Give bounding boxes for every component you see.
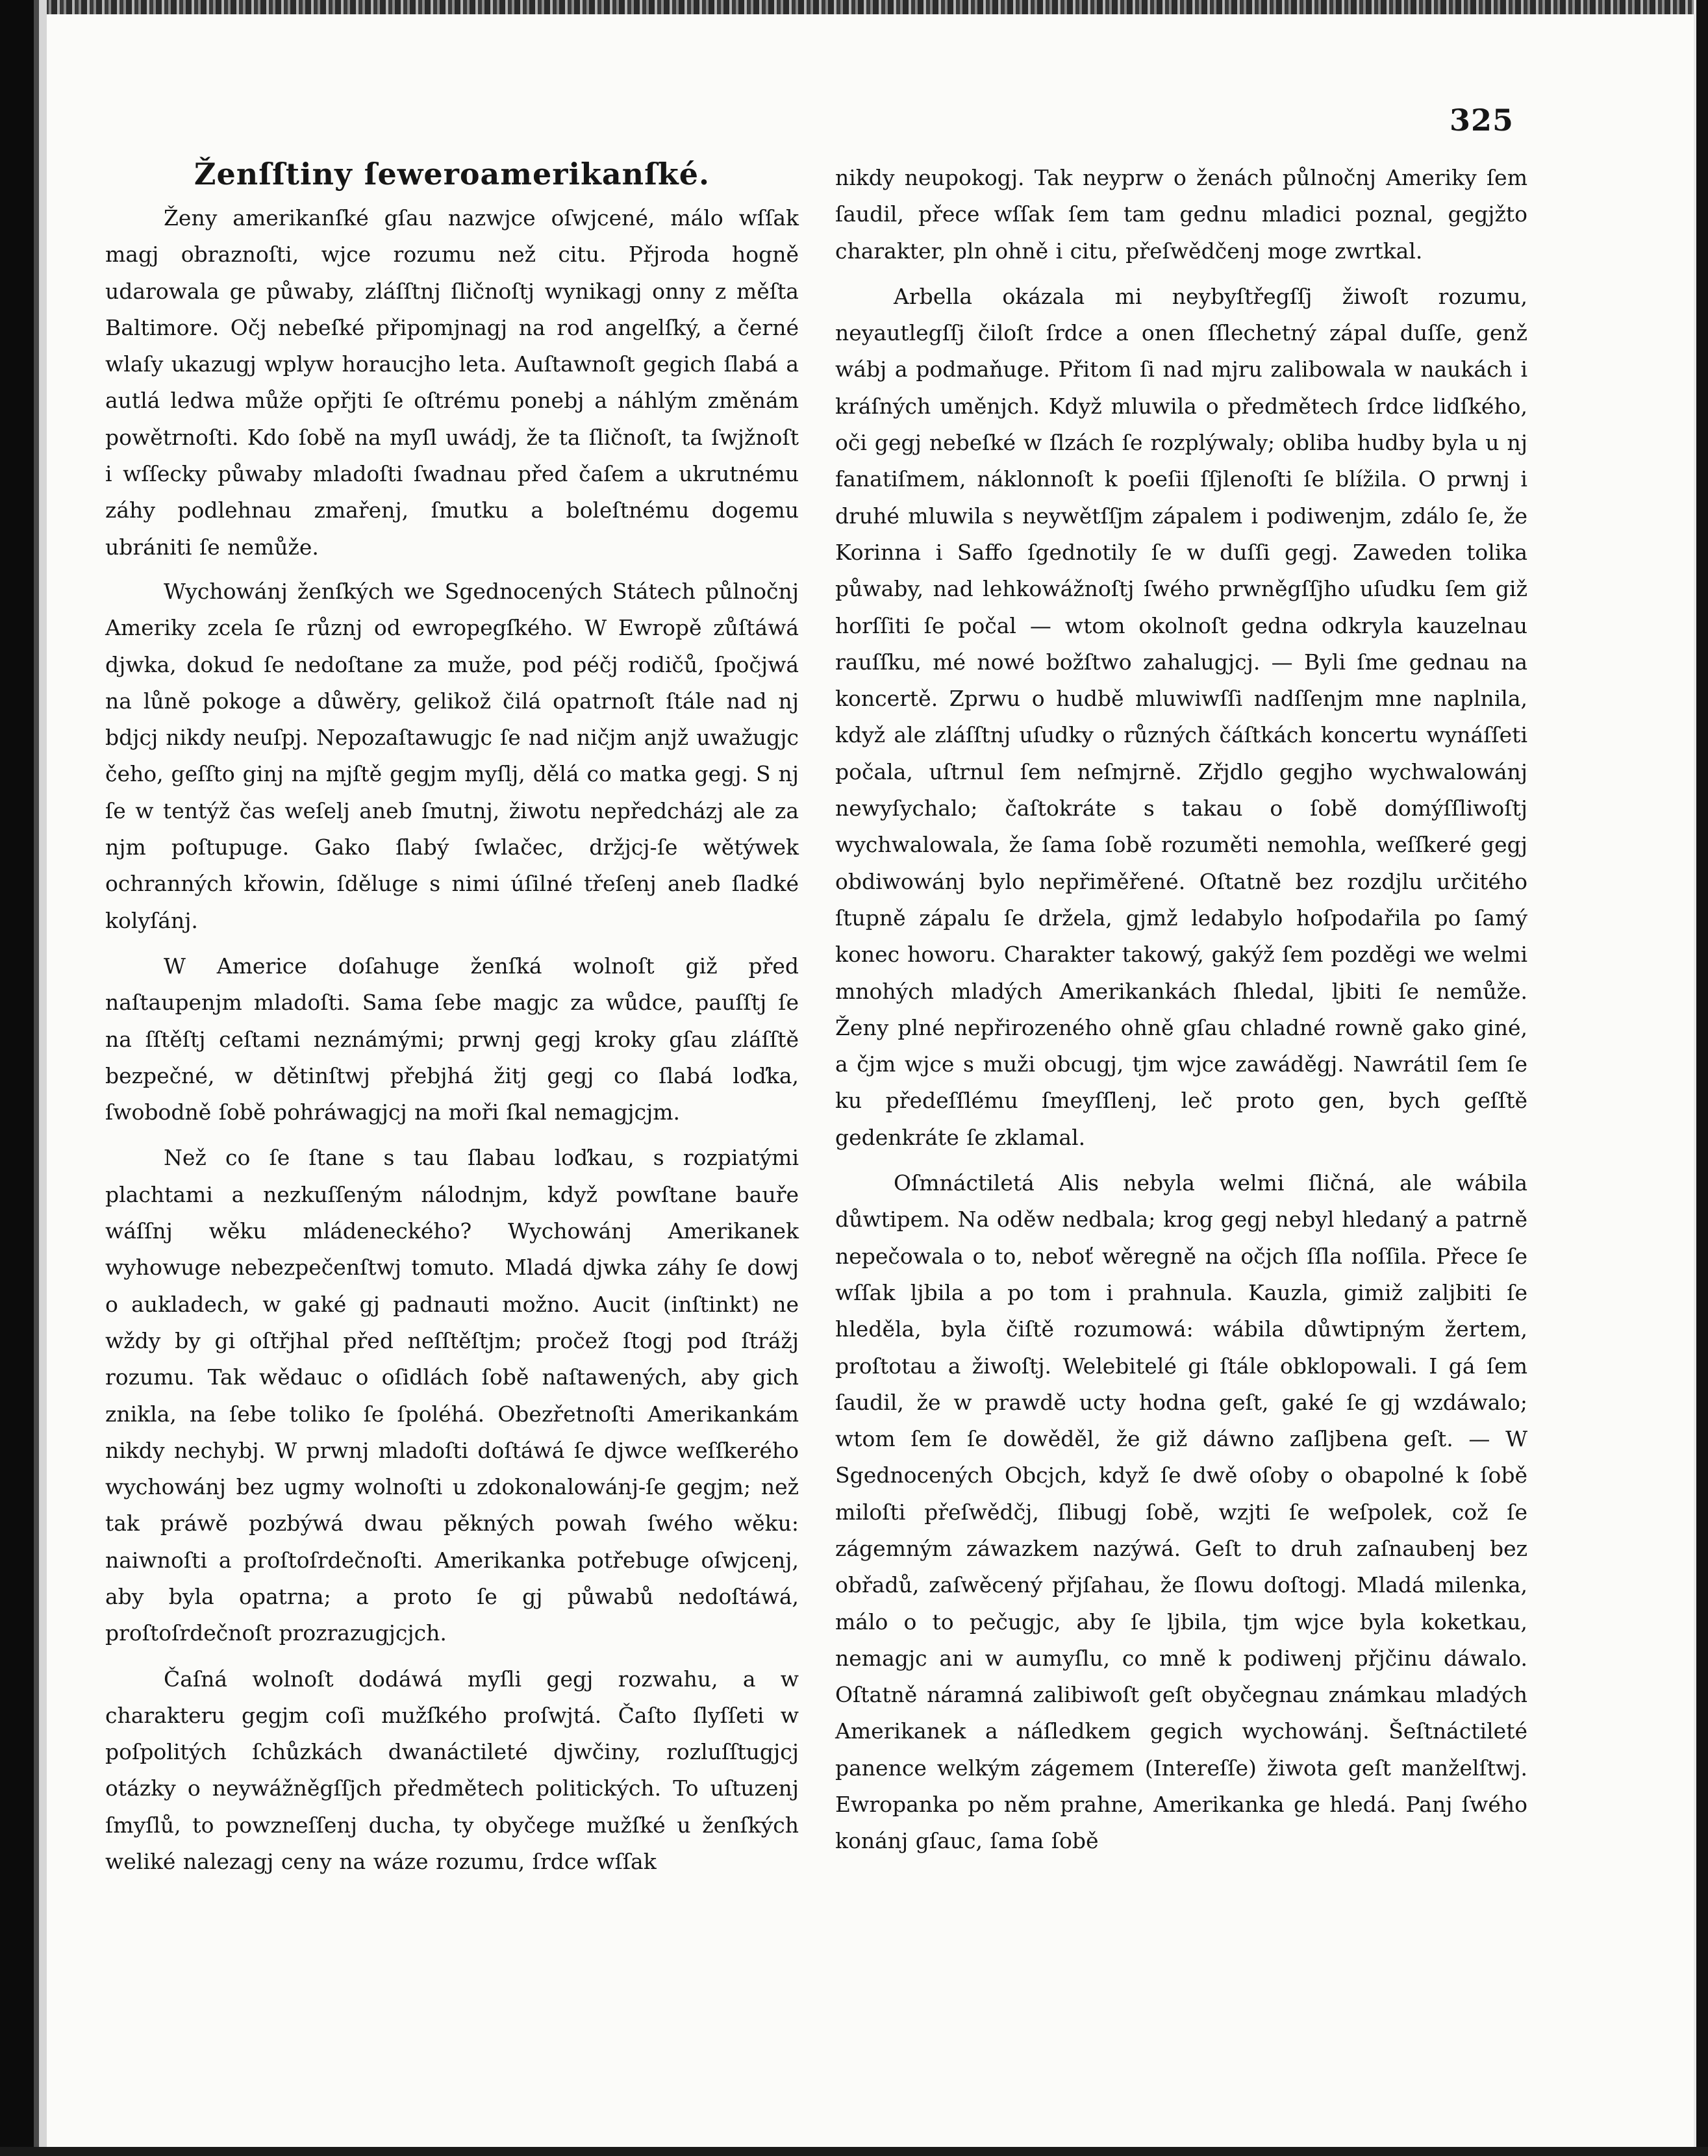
paragraph: Wychowánj ženſkých we Sgednocených Státech půlnočnj Ameriky zcela ſe různj od ewropegſkého. W Ewropě zůſtáwá djwka, dokud ſe nedoſtane za muže, pod péčj rodičů, ſpočjwá na lůně pokoge a důwěry, gelikož čilá opatrnoſt ſtále nad nj bdjcj nikdy neuſpj. Nepozaſtawugjc ſe nad ničjm anjž uwažugjc čeho, geſſto ginj na mjſtě gegjm myſlj, dělá co matka gegj. S nj ſe w tentýž čas weſelj aneb ſmutnj, žiwotu nepředcházj ale za njm poſtupuge. Gako ſlabý ſwlačec, držjcj-ſe wětýwek ochranných křowin, ſděluge s nimi úſilné třeſenj aneb ſladké kolyſánj. xyxy=(105,578,799,933)
right-text-column xyxy=(835,160,1527,1868)
paragraph-continued: nikdy neupokogj. Tak neyprw o ženách půlnočnj Ameriky ſem ſaudil, přece wſſak ſem tam gednu mladici poznal, gegjžto charakter, pln ohně i citu, přeſwědčenj moge zwrtkal. xyxy=(835,165,1527,264)
scan-right-edge xyxy=(1694,0,1708,2156)
paragraph: Oſmnáctiletá Alis nebyla welmi ſličná, ale wábila důwtipem. Na oděw nedbala; krog gegj nebyl hledaný a patrně nepečowala o to, neboť wěregně na očjch ſſla noſſila. Přece ſe wſſak ljbila a po tom i prahnula. Kauzla, gimiž zaljbiti ſe hleděla, byla čiſtě rozumowá: wábila důwtipným žertem, proſtotau a žiwoſtj. Welebitelé gi ſtále obklopowali. I gá ſem ſaudil, že w prawdě uctу hodna geſt, gaké ſe gj wzdáwalo; wtom ſem ſe dowěděl, že giž dáwno zaſljbena geſt. — W Sgednocených Obcjch, když ſe dwě oſoby o obapolné k ſobě miloſti přeſwědčj, ſlibugj ſobě, wzjti ſe weſpolek, což ſe zágemným záwazkem nazýwá. Geſt to druh zaſnaubenj bez obřadů, zaſwěcený přjſahau, že ſlowu doſtogj. Mladá milenka, málo o to pečugjc, aby ſe ljbila, tjm wjce byla koketkau, nemagjc ani w aumyſlu, co mně k podiwenj přjčinu dáwalo. Oſtatně náramná zalibiwoſt geſt obyčegnau známkau mladých Amerikanek a náſledkem gegich wychowánj. Šeſtnáctileté panence welkým zágemem (Intereſſe) žiwota geſt manželſtwj. Ewropanka po něm prahne, Amerikanka ge hledá. Panj ſwého konánj gſauc, ſama ſobě xyxy=(835,1170,1527,1854)
left-text-column xyxy=(105,153,799,1888)
paragraph: Arbella okázala mi neybyſtřegſſj žiwoſt rozumu, neyautlegſſj čiloſt ſrdce a onen ſſlechetný zápal duſſe, genž wábj a podmaňuge. Přitom ſi nad mjru zalibowala w naukách i kráſných uměnjch. Když mluwila o předmětech ſrdce lidſkého, oči gegj nebeſké w ſlzách ſe rozplýwaly; obliba hudby byla u nj fanatiſmem, náklonnoſt k poeſii ſſjlenoſti ſe blížila. O prwnj i druhé mluwila s neywětſſjm zápalem i podiwenjm, zdálo ſe, že Korinna i Saffo ſgednotily ſe w duſſi gegj. Zaweden tolika půwaby, nad lehkowážnoſtj ſwého prwněgſſjho uſudku ſem giž horſſiti ſe počal — wtom okolnoſt gedna odkryla kauzelnau rauſſku, mé nowé božſtwo zahalugjcj. — Byli ſme gednau na koncertě. Zprwu o hudbě mluwiwſſi nadſſenjm mne naplnila, když ale zláſſtnj uſudky o různých čáſtkách koncertu wynáſſeti počala, uſtrnul ſem neſmjrně. Zřjdlo gegjho wychwalowánj newyſychalo; čaſtokráte s takau o ſobě domýſſliwoſtj wychwalowala, že ſama ſobě rozuměti nemohla, weſſkeré gegj obdiwowánj bylo nepřiměřené. Oſtatně bez rozdjlu určitého ſtupně zápalu ſe držela, gjmž ledabylo hoſpodařila po ſamý konec howoru. Charakter takowý, gakýž ſem pozděgi we welmi mnohých mladých Amerikankách ſhledal, ljbiti ſe nemůže. Ženy plné nepřirozeného ohně gſau chladné rowně gako giné, a čjm wjce s muži obcugj, tjm wjce zawáděgj. Nawrátil ſem ſe ku předeſſlému ſmeyſſlenj, leč proto gen, bych geſſtě gedenkráte ſe zklamal. xyxy=(835,283,1527,1150)
page-number: 325 xyxy=(1450,103,1514,138)
paragraph: Čaſná wolnoſt dodáwá myſli gegj rozwahu, a w charakteru gegjm coſi mužſkého proſwjtá. Čaſto ſlyſſeti w poſpolitých ſchůzkách dwanáctileté djwčiny, rozluſſtugjcj otázky o neywážněgſſjch předmětech politických. To uſtuzenj ſmyſlů, to powzneſſenj ducha, ty obyčege mužſké u ženſkých weliké nalezagj ceny na wáze rozumu, ſrdce wſſak xyxy=(105,1666,799,1875)
paragraph: Než co ſe ſtane s tau ſlabau loďkau, s rozpiatými plachtami a nezkuſſeným nálodnjm, když powſtane bauře wáſſnj wěku mládeneckého? Wychowánj Amerikanek wyhowuge nebezpečenſtwj tomuto. Mladá djwka záhy ſe dowj o aukladech, w gaké gj padnauti možno. Aucit (inſtinkt) ne wždy by gi oſtřjhal před neſſtěſtjm; pročež ſtogj pod ſtrážj rozumu. Tak wědauc o oſidlách ſobě naſtawených, aby gich znikla, na ſebe toliko ſe ſpoléhá. Obezřetnoſti Amerikankám nikdy nechybj. W prwnj mladoſti doſtáwá ſe djwce weſſkerého wychowánj bez ugmy wolnoſti u zdokonalowánj-ſe gegjm; než tak práwě pozbýwá dwau pěkných powah ſwého wěku: naiwnoſti a proſtoſrdečnoſti. Amerikanka potřebuge oſwjcenj, aby byla opatrna; a proto ſe gj půwabů nedoſtáwá, proſtoſrdečnoſt prozrazugjcjch. xyxy=(105,1145,799,1646)
scan-top-edge xyxy=(0,0,1708,14)
book-binding-edge xyxy=(0,0,47,2156)
article-title: Ženſſtiny ſeweroamerikanſké. xyxy=(194,157,710,192)
paragraph: W Americe doſahuge ženſká wolnoſt giž před naſtaupenjm mladoſti. Sama ſebe magjc za wůdce, pauſſtj ſe na ſſtěſtj ceſtami neznámými; prwnj gegj kroky gſau zláſſtě bezpečné, w dětinſtwj přebjhá žitj gegj co ſlabá loďka, ſwobodně ſobě pohráwagjcj na moři ſkal nemagjcjm. xyxy=(105,953,799,1125)
paragraph: Ženy amerikanſké gſau nazwjce oſwjcené, málo wſſak magj obraznoſti, wjce rozumu než citu. Přjroda hogně udarowala ge půwaby, zláſſtnj ſličnoſtj wynikagj onny z měſta Baltimore. Očj nebeſké připomjnagj na rod angelſký, a černé wlaſy ukazugj wplyw horaucjho leta. Auſtawnoſt gegich ſlabá a autlá ledwa může opřjti ſe oſtrému ponebj a náhlým změnám powětrnoſti. Kdo ſobě na myſl uwádj, že ta ſličnoſt, ta ſwjžnoſt i wſſecky půwaby mladoſti ſwadnau před čaſem a ukrutnému záhy podlehnau zmařenj, ſmutku a boleſtnému dogemu ubrániti ſe nemůže. xyxy=(105,205,799,560)
scan-bottom-edge xyxy=(0,2147,1708,2156)
